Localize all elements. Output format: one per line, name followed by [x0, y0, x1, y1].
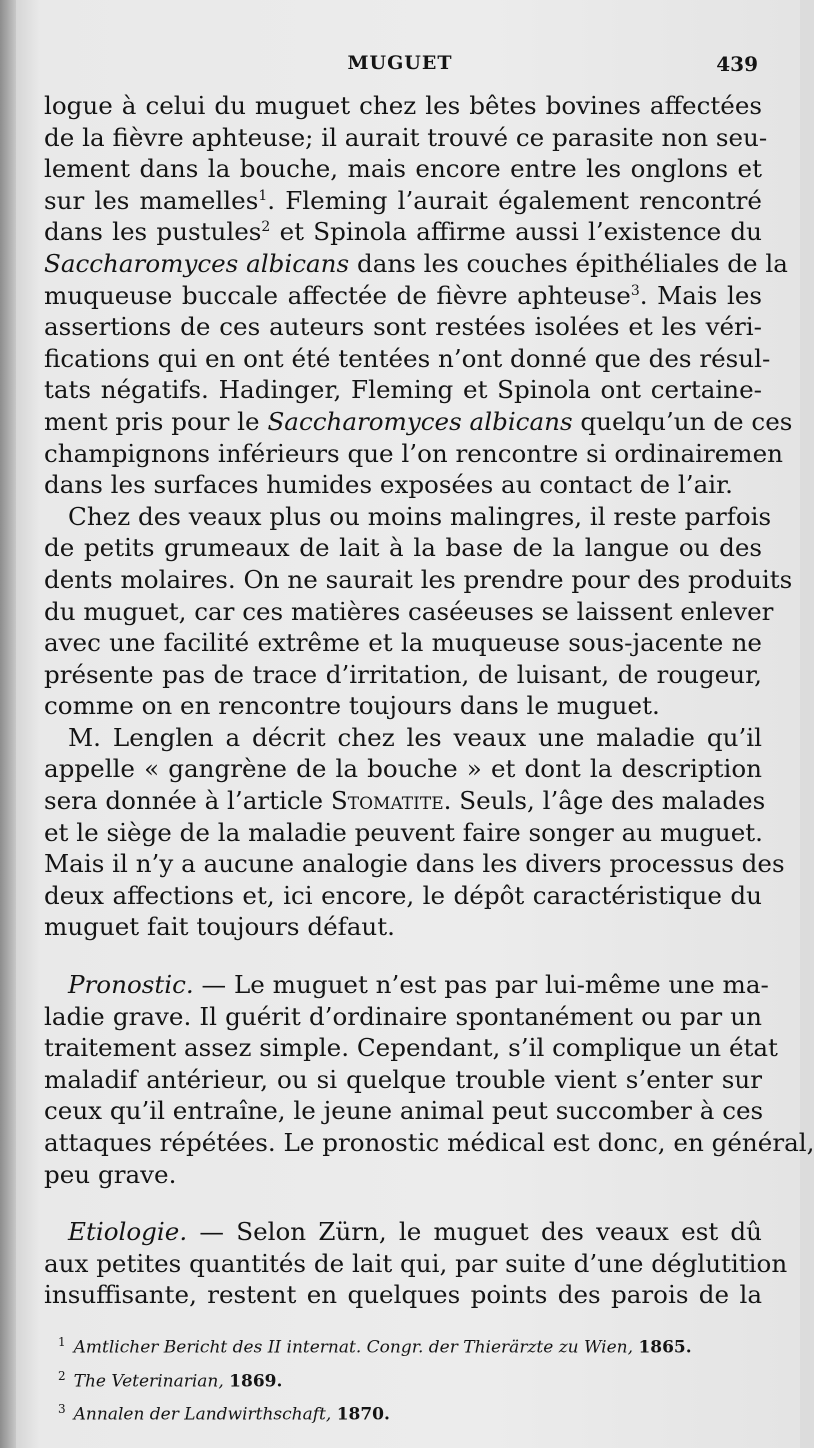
text-line: maladif antérieur, ou si quelque trouble vient s’enter sur [44, 1064, 762, 1094]
text-line: ment pris pour le Saccharomyces albicans quelqu’un de ces [44, 406, 793, 436]
section-gap [44, 1190, 762, 1216]
text-line: ceux qu’il entraîne, le jeune animal peut succomber à ces [44, 1096, 764, 1126]
text-line: Saccharomyces albicans dans les couches épithéliales de la [44, 248, 788, 278]
text-line: sur les mamelles$^1$. Fleming l’aurait également rencontré [44, 185, 762, 215]
body-text [44, 90, 814, 1311]
footnotes [58, 1328, 762, 1429]
text-line: dans les pustules$^2$ et Spinola affirme aussi l’existence du [44, 217, 762, 247]
text-line: dents molaires. On ne saurait les prendre pour des produits [44, 564, 793, 594]
footnote-citation: The Veterinarian, [73, 1371, 224, 1392]
text-line: lement dans la bouche, mais encore entre les onglons et [44, 154, 762, 184]
species-name: Saccharomyces albicans [267, 406, 573, 436]
text-line: assertions de ces auteurs sont restées isolées et les véri- [44, 312, 762, 342]
text-line: ladie grave. Il guérit d’ordinaire spontanément ou par un [44, 1001, 762, 1031]
text-line: tats négatifs. Hadinger, Fleming et Spinola ont certaine- [44, 375, 762, 405]
text-line: muqueuse buccale affectée de fièvre aphteuse$^3$. Mais les [44, 280, 762, 310]
page-header [44, 52, 756, 84]
footnote-mark: 1 [58, 1335, 66, 1349]
text-line: Pronostic. — Le muguet n’est pas par lui-même une ma- [68, 970, 769, 1000]
footnote-year: 1870. [336, 1404, 390, 1425]
text-line: peu grave. [44, 1159, 177, 1189]
section-gap [44, 943, 762, 969]
text-line: de petits grumeaux de lait à la base de la langue ou des [44, 533, 762, 563]
text-line: Mais il n’y a aucune analogie dans les divers processus des [44, 849, 785, 879]
section-heading: Etiologie. [68, 1217, 188, 1247]
text-line: insuffisante, restent en quelques points des parois de la [44, 1280, 762, 1310]
cross-reference: Stomatite [330, 786, 444, 816]
footnote-ref: 1 [258, 187, 268, 204]
text-line: du muguet, car ces matières caséeuses se laissent enlever [44, 596, 774, 626]
text-line: logue à celui du muguet chez les bêtes bovines affectées [44, 91, 762, 120]
text-line: champignons inférieurs que l’on rencontre si ordinairemen [44, 438, 784, 468]
text-line: deux affections et, ici encore, le dépôt caractéristique du [44, 880, 762, 910]
footnote-ref: 3 [630, 282, 640, 299]
text-line: présente pas de trace d’irritation, de luisant, de rougeur, [44, 659, 762, 689]
text-line: muguet fait toujours défaut. [44, 912, 395, 942]
section-heading: Pronostic. [68, 970, 194, 1000]
text-line: Chez des veaux plus ou moins malingres, il reste parfois [68, 501, 772, 531]
footnote-mark: 2 [58, 1368, 66, 1383]
text-line: traitement assez simple. Cependant, s’il complique un état [44, 1033, 778, 1063]
page-number: 439 [716, 52, 758, 76]
species-name: Saccharomyces albicans [44, 248, 350, 278]
text-line: sera donnée à l’article Stomatite. Seuls, l’âge des malades [44, 786, 766, 816]
footnote-citation: Annalen der Landwirthschaft, [73, 1404, 332, 1425]
text-line: dans les surfaces humides exposées au contact de l’air. [44, 470, 733, 500]
text-line: fications qui en ont été tentées n’ont donné que des résul- [44, 343, 771, 373]
footnote-ref: 2 [261, 219, 271, 236]
text-line: attaques répétées. Le pronostic médical est donc, en général, [44, 1128, 814, 1157]
text-line: et le siège de la maladie peuvent faire songer au muguet. [44, 817, 763, 847]
footnote-citation: Amtlicher Bericht des II internat. Congr. der Thierärzte zu Wien, [73, 1337, 634, 1358]
footnote-year: 1869. [229, 1371, 283, 1392]
text-line: de la fièvre aphteuse; il aurait trouvé ce parasite non seu- [44, 122, 768, 152]
text-line: appelle « gangrène de la bouche » et dont la description [44, 754, 762, 784]
footnote-year: 1865. [638, 1337, 692, 1358]
text-line: Etiologie. — Selon Zürn, le muguet des veaux est dû [68, 1217, 763, 1247]
footnote [58, 1328, 762, 1362]
text-line: aux petites quantités de lait qui, par suite d’une déglutition [44, 1248, 788, 1278]
page-gutter-shadow [0, 0, 16, 1448]
footnote [58, 1395, 762, 1429]
running-head: MUGUET [347, 52, 453, 74]
footnote [58, 1362, 762, 1396]
text-line: M. Lenglen a décrit chez les veaux une maladie qu’il [68, 722, 762, 752]
text-line: avec une facilité extrême et la muqueuse sous-jacente ne [44, 628, 762, 658]
text-line: comme on en rencontre toujours dans le muguet. [44, 691, 660, 721]
footnote-mark: 3 [58, 1402, 66, 1417]
